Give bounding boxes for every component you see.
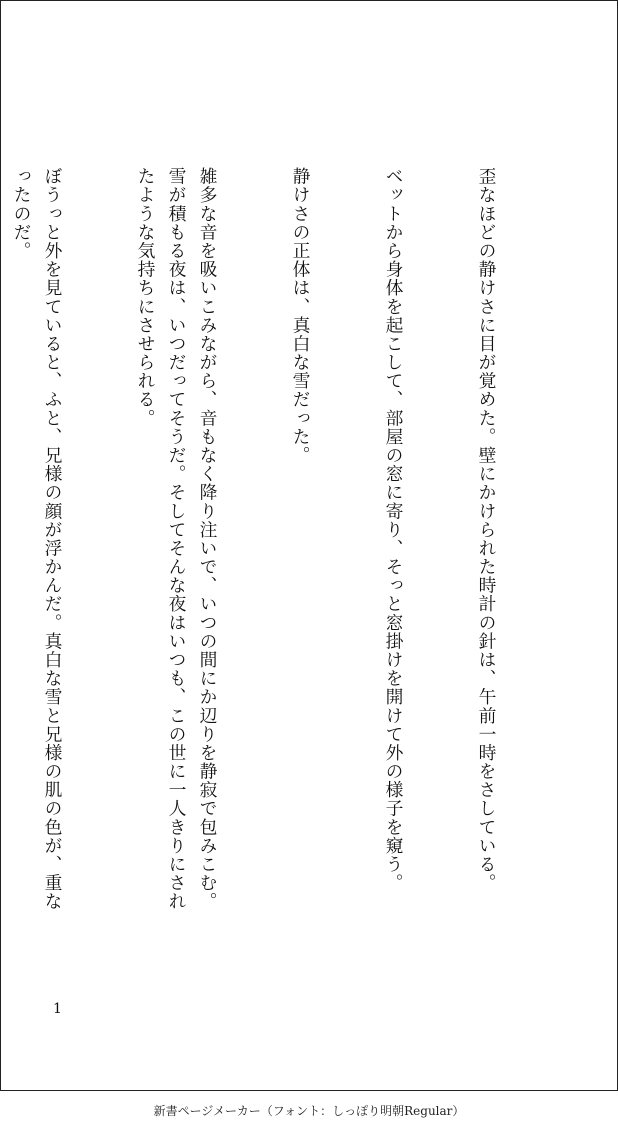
paragraph: 雑多な音を吸いこみながら、音もなく降り注いで、いつの間にか辺りを静寂で包みこむ。雪が積もる夜は、いつだってそうだ。そしてそんな夜はいつも、この世に一人きりにされたような気持ちにさせられる。 (135, 167, 218, 911)
vertical-body-text (0, 167, 564, 911)
footer-caption: 新書ページメーカー（フォント：しっぽり明朝Regular） (153, 1104, 465, 1118)
paragraph: ぼうっと外を見ていると、ふと、兄様の顔が浮かんだ。真白な雪と兄様の肌の色が、重なったのだ。 (11, 167, 63, 911)
paragraph: 静けさの正体は、真白な雪だった。 (290, 167, 311, 465)
page-number: 1 (53, 1001, 62, 1017)
paragraph: 歪なほどの静けさに目が覚めた。壁にかけられた時計の針は、午前一時をさしている。 (476, 167, 497, 893)
paragraph: ベットから身体を起こして、部屋の窓に寄り、そっと窓掛けを開けて外の様子を窺う。 (383, 167, 404, 893)
